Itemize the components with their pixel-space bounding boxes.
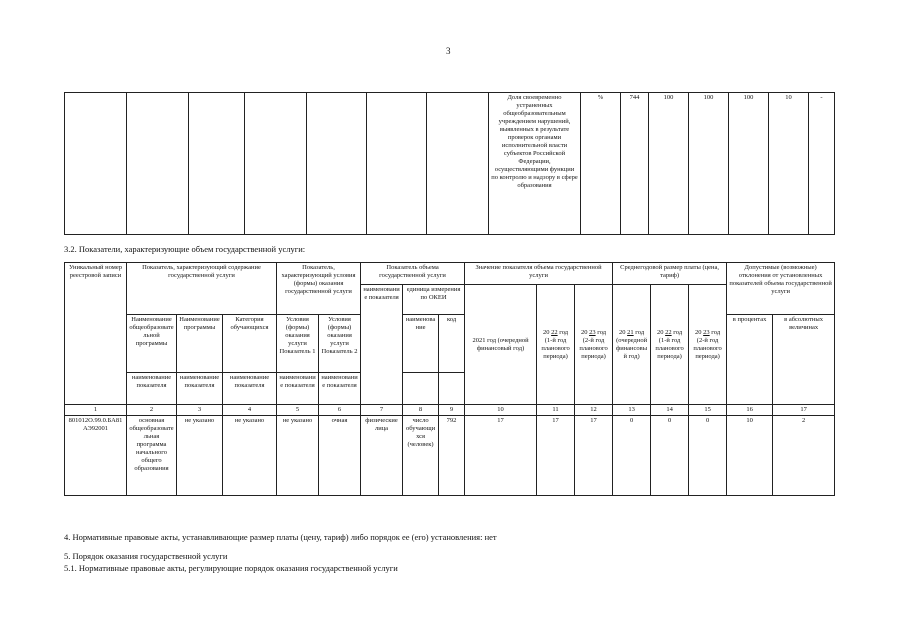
empty-cell — [439, 373, 465, 405]
values-group-header: Значение показателя объема государственной услуги — [465, 263, 613, 285]
conditions-col-e-header: Условия (формы) оказания услуги Показатель 2 — [319, 315, 361, 373]
unit-group-header: единица измерения по ОКЕИ — [403, 285, 465, 315]
year-suffix: 22 — [551, 328, 558, 336]
registry-number-cell: 801012О.99.0.БА81АЭ92001 — [65, 416, 127, 496]
conditions-col-d-sub: наименование показателя — [277, 373, 319, 405]
price-2023-header — [689, 285, 727, 405]
volume-table — [64, 262, 835, 496]
value-2023-cell: 100 — [729, 93, 769, 235]
column-number: 16 — [727, 405, 773, 416]
content-col-b-header: Наименование программы — [177, 315, 223, 373]
volume-name-header: наименование показателя — [361, 285, 403, 405]
unit-name-cell: число обучающихся (человек) — [403, 416, 439, 496]
table-row — [65, 416, 835, 496]
content-col-c-header: Категория обучающихся — [223, 315, 277, 373]
content-col-a-header: Наименование общеобразовательной программы — [127, 315, 177, 373]
column-number: 7 — [361, 405, 403, 416]
year-prefix: 20 — [619, 328, 626, 336]
empty-cell — [245, 93, 307, 235]
conditions-group-header: Показатель, характеризующий условия (формы) оказания государственной услуги — [277, 263, 361, 315]
column-number: 9 — [439, 405, 465, 416]
year-suffix: 23 — [703, 328, 710, 336]
column-number: 5 — [277, 405, 319, 416]
column-number: 17 — [773, 405, 835, 416]
year-suffix: 21 — [627, 328, 634, 336]
column-number: 2 — [127, 405, 177, 416]
deviation-abs-cell: - — [809, 93, 835, 235]
column-number: 14 — [651, 405, 689, 416]
unit-code-cell: 792 — [439, 416, 465, 496]
column-number: 1 — [65, 405, 127, 416]
section-3-2-title: 3.2. Показатели, характеризующие объем государственной услуги: — [64, 244, 306, 254]
year-suffix: 22 — [665, 328, 672, 336]
column-number: 11 — [537, 405, 575, 416]
value-2021-cell: 100 — [649, 93, 689, 235]
column-number: 3 — [177, 405, 223, 416]
content-col-c-sub: наименование показателя — [223, 373, 277, 405]
empty-cell — [65, 93, 127, 235]
registry-number-header: Уникальный номер реестровой записи — [65, 263, 127, 405]
column-number: 4 — [223, 405, 277, 416]
price-2022-header — [651, 285, 689, 405]
page-number: 3 — [446, 46, 451, 56]
empty-cell — [189, 93, 245, 235]
content-group-header: Показатель, характеризующий содержание государственной услуги — [127, 263, 277, 315]
section-5-1-text: 5.1. Нормативные правовые акты, регулирующие порядок оказания государственной услуги — [64, 563, 398, 573]
deviation-percent-cell: 10 — [727, 416, 773, 496]
year-2021-header: 2021 год (очередной финансовый год) — [465, 285, 537, 405]
value-2021-cell: 17 — [465, 416, 537, 496]
empty-cell — [403, 373, 439, 405]
year-2022-header — [537, 285, 575, 405]
quality-indicator-name: Доля своевременно устраненных общеобразовательным учреждением нарушений, выявленных в результате проверок органами исполнительной власти субъектов Российской Федерации, осуществляющими функции по контролю и надзору в сфере образования — [489, 93, 581, 235]
value-2022-cell: 100 — [689, 93, 729, 235]
empty-cell — [427, 93, 489, 235]
empty-cell — [127, 93, 189, 235]
deviation-percent-header: в процентах — [727, 315, 773, 405]
conditions-col-e-sub: наименование показателя — [319, 373, 361, 405]
year-text: год (1-й год планового периода) — [541, 328, 570, 360]
column-number: 10 — [465, 405, 537, 416]
price-2023-cell: 0 — [689, 416, 727, 496]
program-cell: основная общеобразовательная программа начального общего образования — [127, 416, 177, 496]
content-col-a-sub: наименование показателя — [127, 373, 177, 405]
price-2021-header — [613, 285, 651, 405]
price-2022-cell: 0 — [651, 416, 689, 496]
column-number: 13 — [613, 405, 651, 416]
content-col-b-sub: наименование показателя — [177, 373, 223, 405]
unit-name-header: наименование — [403, 315, 439, 373]
year-2023-header — [575, 285, 613, 405]
empty-cell — [307, 93, 367, 235]
price-2021-cell: 0 — [613, 416, 651, 496]
section-5-title: 5. Порядок оказания государственной услуги — [64, 551, 228, 561]
value-2022-cell: 17 — [537, 416, 575, 496]
category-cell: не указано — [223, 416, 277, 496]
column-number: 15 — [689, 405, 727, 416]
year-prefix: 20 — [657, 328, 664, 336]
section-4-text: 4. Нормативные правовые акты, устанавливающие размер платы (цену, тариф) либо порядок ее (его) установления: нет — [64, 532, 497, 542]
year-text: год (1-й год планового периода) — [655, 328, 684, 360]
column-number: 6 — [319, 405, 361, 416]
year-suffix: 23 — [589, 328, 596, 336]
quality-table-continuation — [64, 92, 835, 235]
deviation-absolute-header: в абсолютных величинах — [773, 315, 835, 405]
year-prefix: 20 — [580, 328, 588, 336]
empty-cell — [367, 93, 427, 235]
volume-indicator-cell: физические лица — [361, 416, 403, 496]
year-text: год (2-й год планового периода) — [693, 328, 722, 360]
column-number-row — [65, 405, 835, 416]
year-text: год (2-й год планового периода) — [579, 328, 608, 360]
unit-cell: % — [581, 93, 621, 235]
unit-code-header: код — [439, 315, 465, 373]
value-2023-cell: 17 — [575, 416, 613, 496]
okei-cell: 744 — [621, 93, 649, 235]
deviation-absolute-cell: 2 — [773, 416, 835, 496]
column-number: 8 — [403, 405, 439, 416]
column-number: 12 — [575, 405, 613, 416]
condition-1-cell: не указано — [277, 416, 319, 496]
condition-2-cell: очная — [319, 416, 361, 496]
year-prefix: 20 — [695, 328, 702, 336]
volume-group-header: Показатель объема государственной услуги — [361, 263, 465, 285]
price-group-header: Среднегодовой размер платы (цена, тариф) — [613, 263, 727, 285]
year-text: год (очередной финансовый год) — [616, 328, 648, 360]
conditions-col-d-header: Условия (формы) оказания услуги Показатель 1 — [277, 315, 319, 373]
program-name-cell: не указано — [177, 416, 223, 496]
year-prefix: 20 — [542, 328, 550, 336]
deviation-pct-cell: 10 — [769, 93, 809, 235]
deviation-group-header: Допустимые (возможные) отклонения от установленных показателей объема государственной услуги — [727, 263, 835, 315]
